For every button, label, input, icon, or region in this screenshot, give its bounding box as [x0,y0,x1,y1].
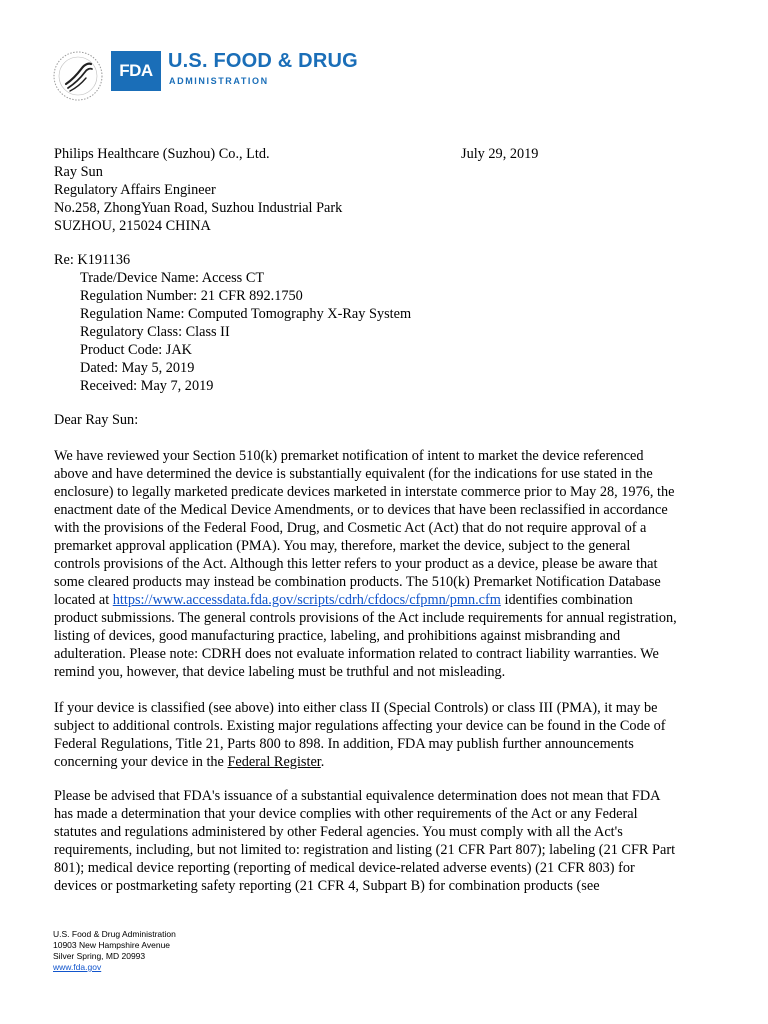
re-line: Regulation Name: Computed Tomography X-Ray System [80,306,412,322]
text-line: controls provisions of the Act. Although this letter refers to your product as a device, please be aware that [54,556,658,572]
text-line: listing of devices, good manufacturing practice, labeling, and prohibitions against misbranding and [54,628,621,644]
recipient-name: Ray Sun [54,164,103,180]
text-line: remind you, however, that device labeling must be truthful and not misleading. [54,664,506,680]
recipient-title: Regulatory Affairs Engineer [54,182,216,198]
text-line: Federal Regulations, Title 21, Parts 800 to 898. In addition, FDA may publish further announcements [54,736,634,752]
text-line: adulteration. Please note: CDRH does not evaluate information related to contract liability warranties. We [54,646,659,662]
text-line: Please be advised that FDA's issuance of a substantial equivalence determination does not mean that FDA [54,788,661,804]
footer-city: Silver Spring, MD 20993 [53,951,146,961]
link-prefix: concerning your device in the [54,754,228,770]
re-line: Received: May 7, 2019 [80,378,214,394]
text-line: requirements, including, but not limited to: registration and listing (21 CFR Part 807); labeling (21 CFR Part [54,842,676,858]
text-line-with-link [54,591,677,609]
re-line: Regulatory Class: Class II [80,324,230,340]
recipient-company: Philips Healthcare (Suzhou) Co., Ltd. [54,146,270,162]
recipient-address-2: SUZHOU, 215024 CHINA [54,218,211,234]
text-line: 801); medical device reporting (reporting of medical device-related adverse events) (21 CFR 803) for [54,860,635,876]
fda-logo-badge: FDA [111,51,161,91]
paragraph-2 [54,699,666,771]
recipient-address-1: No.258, ZhongYuan Road, Suzhou Industrial Park [54,200,343,216]
pmn-database-link[interactable]: https://www.accessdata.fda.gov/scripts/cdrh/cfdocs/cfpmn/pmn.cfm [112,592,501,608]
text-line: product submissions. The general controls provisions of the Act include requirements for annual registration, [54,610,677,626]
text-line: with the provisions of the Federal Food, Drug, and Cosmetic Act (Act) that do not require approval of a [54,520,647,536]
text-line: above and have determined the device is substantially equivalent (for the indications for use stated in the [54,466,653,482]
text-line: enclosure) to legally marketed predicate devices marketed in interstate commerce prior to May 28, 1976, the [54,484,675,500]
text-line: premarket approval application (PMA). You may, therefore, market the device, subject to the general [54,538,631,554]
footer-agency: U.S. Food & Drug Administration [53,929,176,939]
re-line: Regulation Number: 21 CFR 892.1750 [80,288,303,304]
letter-date: July 29, 2019 [461,146,539,162]
re-label: Re: K191136 [54,252,131,268]
text-line: enactment date of the Medical Device Amendments, or to devices that have been reclassified in accordance [54,502,668,518]
hhs-seal-icon [52,50,104,102]
footer-address [53,929,176,973]
link-suffix: . [320,754,325,770]
link-prefix: located at [54,592,113,608]
re-line: Trade/Device Name: Access CT [80,270,265,286]
letterhead [52,44,358,114]
text-line: statutes and regulations administered by other Federal agencies. You must comply with all the Act's [54,824,623,840]
agency-subtitle: ADMINISTRATION [169,76,269,86]
paragraph-3 [54,787,675,895]
text-line: subject to additional controls. Existing major regulations affecting your device can be found in the Code of [54,718,666,734]
re-line: Product Code: JAK [80,342,192,358]
text-line: has made a determination that your device complies with other requirements of the Act or any Federal [54,806,638,822]
footer-website-link[interactable]: www.fda.gov [53,962,102,972]
text-line: If your device is classified (see above) into either class II (Special Controls) or class III (PMA), it may be [54,700,658,716]
agency-name: U.S. FOOD & DRUG [168,50,358,72]
text-line: some cleared products may instead be combination products. The 510(k) Premarket Notification Database [54,574,661,590]
text-line-with-link [54,753,666,771]
link-suffix: identifies combination [500,592,633,608]
salutation: Dear Ray Sun: [54,412,139,428]
footer-street: 10903 New Hampshire Avenue [53,940,171,950]
re-line: Dated: May 5, 2019 [80,360,195,376]
paragraph-1 [54,447,677,681]
re-block [54,251,411,395]
text-line: devices or postmarketing safety reporting (21 CFR 4, Subpart B) for combination products (see [54,878,600,894]
federal-register-link[interactable]: Federal Register [227,754,321,770]
recipient-block [54,145,342,235]
text-line: We have reviewed your Section 510(k) premarket notification of intent to market the device referenced [54,448,644,464]
